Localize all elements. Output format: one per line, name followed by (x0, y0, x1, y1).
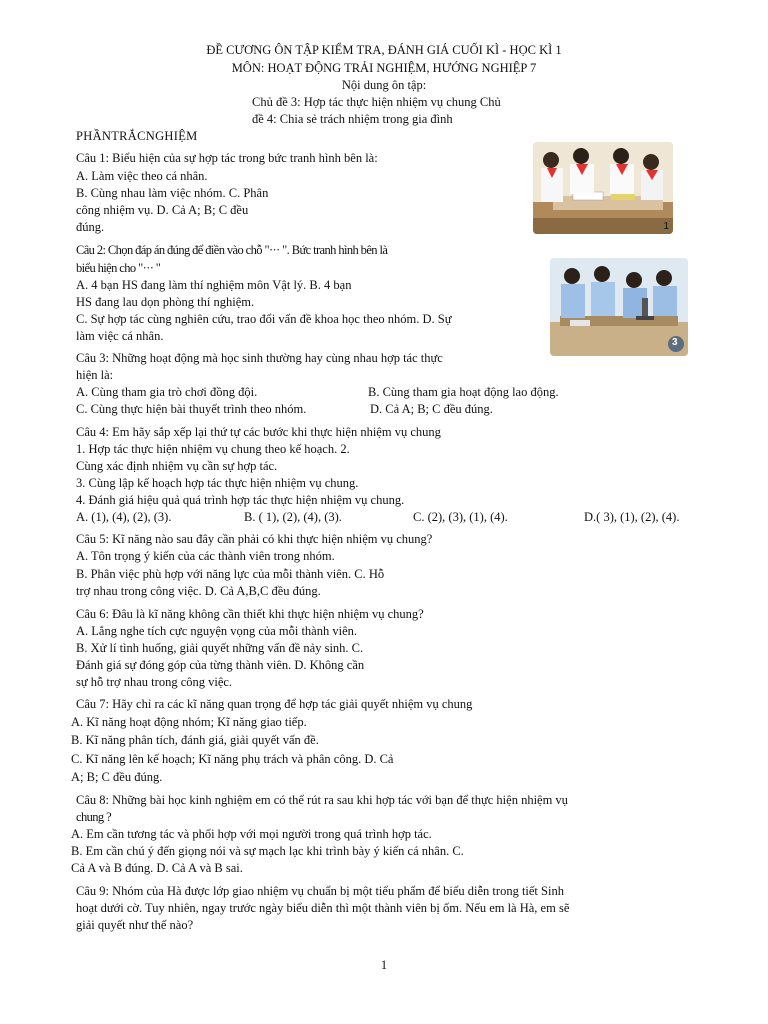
q2-line-2: A. 4 bạn HS đang làm thí nghiệm môn Vật lý. B. 4 bạn (76, 278, 352, 292)
q7-stem: Câu 7: Hãy chỉ ra các kĩ năng quan trọng để hợp tác giải quyết nhiệm vụ chung (76, 697, 473, 711)
q8-stem: Câu 8: Những bài học kinh nghiệm em có thể rút ra sau khi hợp tác với bạn để thực hiện nhiệm vụ (76, 793, 568, 807)
doc-title-line-3: Nội dung ôn tập: (341, 78, 427, 92)
q5-line-1: A. Tôn trọng ý kiến của các thành viên trong nhóm. (76, 549, 335, 563)
q1-line-1: A. Làm việc theo cá nhân. (76, 169, 208, 183)
q4-option-b: B. ( 1), (2), (4), (3). (244, 510, 342, 524)
q9-line-2: hoạt dưới cờ. Tuy nhiên, ngay trước ngày biểu diễn thì một thành viên bị ốm. Nếu em là Hà, em sẽ (76, 901, 570, 915)
q8-stem-cont: chung ? (76, 810, 112, 824)
q7-line-3: C. Kĩ năng lên kế hoạch; Kĩ năng phụ trách và phân công. D. Cả (71, 752, 394, 766)
q3-stem: Câu 3: Những hoạt động mà học sinh thường hay cùng nhau hợp tác thực (76, 351, 443, 365)
q1-line-2: B. Cùng nhau làm việc nhóm. C. Phân (76, 186, 269, 200)
q3-option-b: B. Cùng tham gia hoạt động lao động. (368, 385, 559, 399)
q1-line-3: công nhiệm vụ. D. Cả A; B; C đều (76, 203, 249, 217)
q4-option-a: A. (1), (4), (2), (3). (76, 510, 172, 524)
q3-stem-cont: hiện là: (76, 368, 114, 382)
illustration-group-work (533, 142, 673, 234)
q7-line-1: A. Kĩ năng hoạt động nhóm; Kĩ năng giao tiếp. (71, 715, 307, 729)
q9-stem: Câu 9: Nhóm của Hà được lớp giao nhiệm vụ chuẩn bị một tiểu phẩm để biểu diễn trong tiết Sinh (76, 884, 564, 898)
q3-option-d: D. Cả A; B; C đều đúng. (370, 402, 493, 416)
figure-1-number: 1 (663, 221, 669, 232)
q6-line-2: B. Xử lí tình huống, giải quyết những vấn đề nảy sinh. C. (76, 641, 364, 655)
q3-option-a: A. Cùng tham gia trò chơi đồng đội. (76, 385, 258, 399)
q6-line-3: Đánh giá sự đóng góp của từng thành viên. D. Không cần (76, 658, 365, 672)
q8-line-1: A. Em cần tương tác và phối hợp với mọi người trong quá trình hợp tác. (71, 827, 432, 841)
q6-line-4: sự hỗ trợ nhau trong công việc. (76, 675, 233, 689)
q3-option-c: C. Cùng thực hiện bài thuyết trình theo nhóm. (76, 402, 307, 416)
section-heading: PHẦNTRẮCNGHIỆM (76, 129, 198, 143)
q5-line-3: trợ nhau trong công việc. D. Cả A,B,C đều đúng. (76, 584, 321, 598)
q4-line-2: Cùng xác định nhiệm vụ cần sự hợp tác. (76, 459, 278, 473)
q5-line-2: B. Phân việc phù hợp với năng lực của mỗi thành viên. C. Hỗ (76, 567, 385, 581)
doc-title-line-5: đề 4: Chia sẻ trách nhiệm trong gia đình (252, 112, 453, 126)
q8-line-3: Cả A và B đúng. D. Cả A và B sai. (71, 861, 243, 875)
q2-stem: Câu 2: Chọn đáp án đúng để điền vào chỗ "··· ". Bức tranh hình bên là (76, 243, 388, 257)
q4-stem: Câu 4: Em hãy sắp xếp lại thứ tự các bước khi thực hiện nhiệm vụ chung (76, 425, 441, 439)
q5-stem: Câu 5: Kĩ năng nào sau đây cần phải có khi thực hiện nhiệm vụ chung? (76, 532, 433, 546)
q4-line-3: 3. Cùng lập kế hoạch hợp tác thực hiện nhiệm vụ chung. (76, 476, 359, 490)
q4-line-4: 4. Đánh giá hiệu quả quá trình hợp tác thực hiện nhiệm vụ chung. (76, 493, 405, 507)
q4-option-c: C. (2), (3), (1), (4). (413, 510, 508, 524)
q2-line-4: C. Sự hợp tác cùng nghiên cứu, trao đổi vấn đề khoa học theo nhóm. D. Sự (76, 312, 452, 326)
q9-line-3: giải quyết như thế nào? (76, 918, 194, 932)
q2-line-3: HS đang lau dọn phòng thí nghiệm. (76, 295, 255, 309)
q4-option-d: D.( 3), (1), (2), (4). (584, 510, 680, 524)
q4-line-1: 1. Hợp tác thực hiện nhiệm vụ chung theo kế hoạch. 2. (76, 442, 350, 456)
q7-line-4: A; B; C đều đúng. (71, 770, 163, 784)
q1-stem: Câu 1: Biểu hiện của sự hợp tác trong bức tranh hình bên là: (76, 151, 378, 165)
q6-stem: Câu 6: Đâu là kĩ năng không cần thiết khi thực hiện nhiệm vụ chung? (76, 607, 424, 621)
q2-line-5: làm việc cá nhân. (76, 329, 164, 343)
q6-line-1: A. Lắng nghe tích cực nguyện vọng của mỗi thành viên. (76, 624, 358, 638)
doc-title-line-2: MÔN: HOẠT ĐỘNG TRẢI NGHIỆM, HƯỚNG NGHIỆP 7 (231, 61, 537, 75)
page-number: 1 (380, 958, 388, 972)
figure-2-number: 3 (672, 337, 678, 348)
q1-line-4: đúng. (76, 220, 105, 234)
q2-line-1: biểu hiện cho "··· " (76, 261, 161, 275)
q7-line-2: B. Kĩ năng phân tích, đánh giá, giải quyết vấn đề. (71, 733, 319, 747)
q8-line-2: B. Em cần chú ý đến giọng nói và sự mạch lạc khi trình bày ý kiến cá nhân. C. (71, 844, 464, 858)
illustration-lab-experiment (550, 258, 688, 356)
doc-title-line-4: Chủ đề 3: Hợp tác thực hiện nhiệm vụ chung Chủ (252, 95, 501, 109)
doc-title-line-1: ĐỀ CƯƠNG ÔN TẬP KIỂM TRA, ĐÁNH GIÁ CUỐI KÌ - HỌC KÌ 1 (206, 43, 562, 57)
